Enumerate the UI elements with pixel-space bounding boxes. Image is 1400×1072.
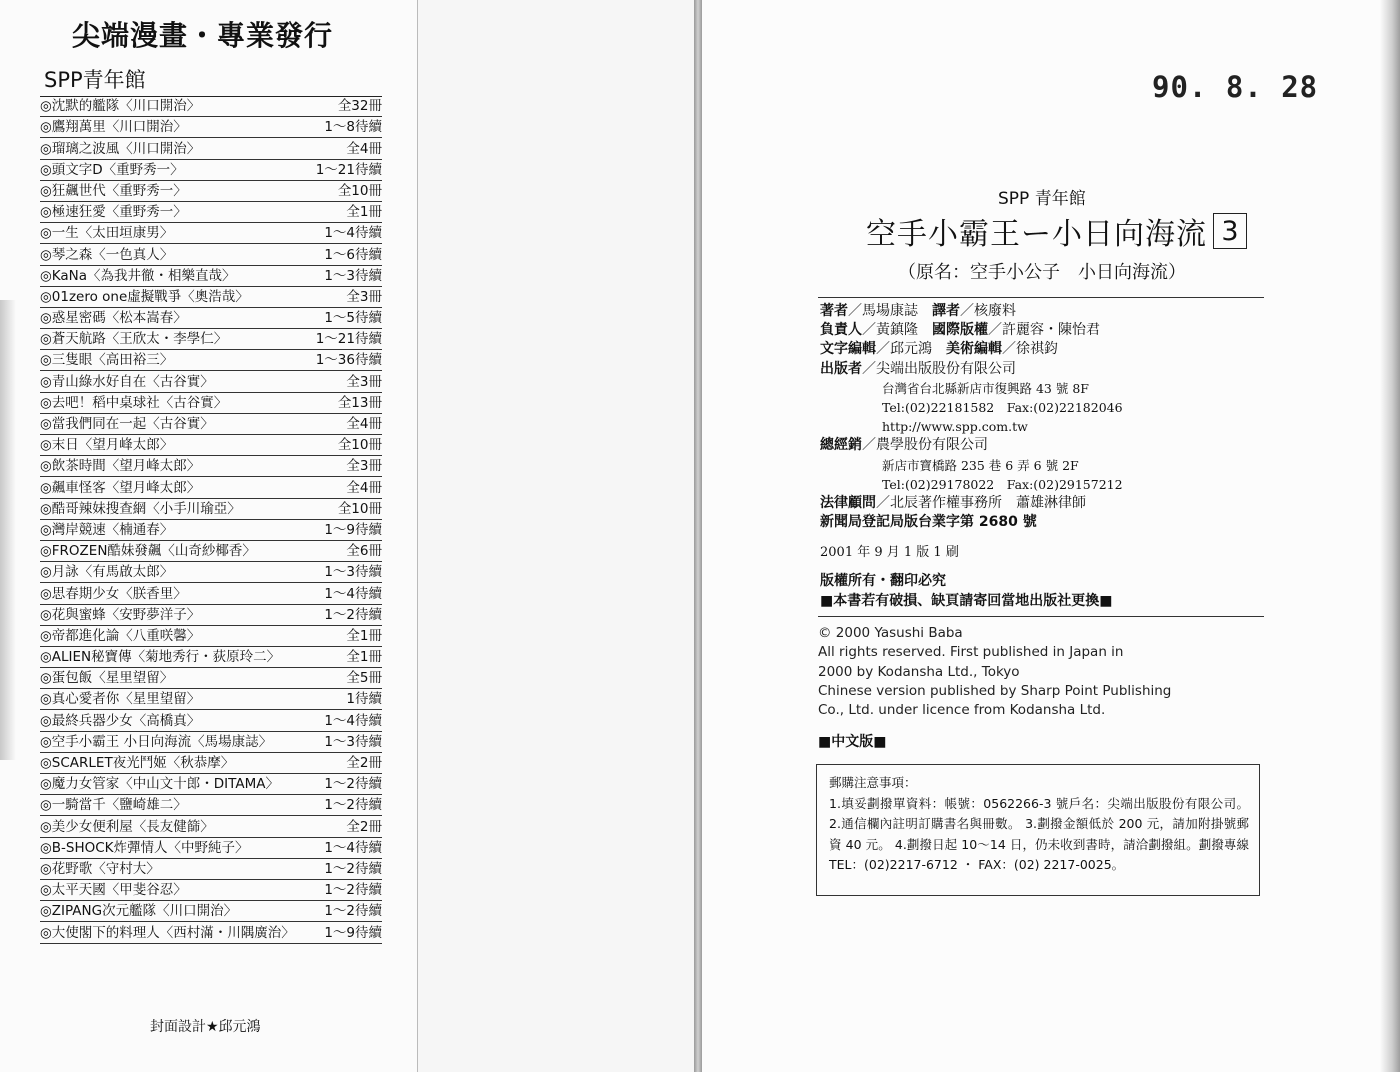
catalog-row (40, 795, 382, 816)
registration-row: 新聞局登記局版台業字第 2680 號 (820, 514, 1037, 531)
catalog-title: ◎美少女便利屋〈長友健篩〉 (40, 818, 214, 835)
credit-row: 文字編輯／邱元鴻 美術編輯／徐祺鈞 (820, 341, 1058, 358)
catalog-title: ◎惑星密碼〈松本嵩春〉 (40, 310, 187, 327)
left-page (0, 0, 418, 1072)
catalog-volumes: 1〜4待續 (324, 225, 382, 242)
catalog-volumes: 全4冊 (346, 140, 382, 157)
catalog-volumes: 全2冊 (346, 818, 382, 835)
catalog-row (40, 838, 382, 859)
catalog-title: ◎B-SHOCK炸彈情人〈中野純子〉 (40, 839, 249, 856)
mail-order-notice (816, 764, 1260, 896)
catalog-row (40, 223, 382, 244)
catalog-volumes: 1〜9待續 (324, 521, 382, 538)
catalog-row (40, 456, 382, 477)
cover-design-credit: 封面設計★邱元鴻 (150, 1019, 261, 1035)
catalog-volumes: 1〜3待續 (324, 564, 382, 581)
catalog-volumes: 全13冊 (337, 394, 382, 411)
catalog-title: ◎花與蜜蜂〈安野夢洋子〉 (40, 606, 201, 623)
divider (818, 616, 1264, 617)
catalog-title: ◎FROZEN酷妹發飆〈山奇紗椰香〉 (40, 543, 256, 560)
publisher-address: 台灣省台北縣新店市復興路 43 號 8F (882, 380, 1089, 396)
catalog-row (40, 160, 382, 181)
catalog-volumes: 1〜4待續 (324, 585, 382, 602)
catalog-row (40, 647, 382, 668)
catalog-volumes: 1〜2待續 (324, 606, 382, 623)
catalog-row (40, 859, 382, 880)
catalog-title: ◎KaNa〈為我井徹・相樂直哉〉 (40, 267, 236, 284)
catalog-row (40, 393, 382, 414)
catalog-volumes: 全3冊 (346, 458, 382, 475)
catalog-row (40, 626, 382, 647)
page-edge-shadow (0, 300, 16, 760)
catalog-title: ◎去吧！稻中桌球社〈古谷實〉 (40, 394, 228, 411)
catalog-row (40, 880, 382, 901)
catalog-volumes: 1〜2待續 (324, 776, 382, 793)
catalog-title: ◎花野歌〈守村大〉 (40, 860, 160, 877)
catalog-row (40, 287, 382, 308)
catalog-row (40, 520, 382, 541)
catalog-title: ◎蒼天航路〈王欣太・李學仁〉 (40, 331, 228, 348)
catalog-volumes: 1〜3待續 (324, 733, 382, 750)
series-label: SPP 青年館 (998, 189, 1086, 209)
catalog-volumes: 1〜5待續 (324, 310, 382, 327)
catalog-volumes: 1〜9待續 (324, 924, 382, 941)
original-name: （原名：空手小公子 小日向海流） (898, 262, 1186, 283)
catalog-volumes: 1〜4待續 (324, 712, 382, 729)
catalog-volumes: 全6冊 (346, 543, 382, 560)
rights-line: 版權所有・翻印必究 (820, 573, 946, 589)
catalog-row (40, 541, 382, 562)
catalog-row (40, 732, 382, 753)
catalog-title: ◎帝都進化論〈八重咲馨〉 (40, 627, 201, 644)
rights-notice (820, 571, 1112, 611)
catalog-title: ◎極速狂愛〈重野秀一〉 (40, 204, 187, 221)
catalog-volumes: 全1冊 (346, 627, 382, 644)
catalog-title: ◎瑠璃之波風〈川口開治〉 (40, 140, 201, 157)
catalog-row (40, 266, 382, 287)
catalog-title: ◎飆車怪客〈望月峰太郎〉 (40, 479, 201, 496)
catalog-volumes: 1〜2待續 (324, 860, 382, 877)
catalog-title: ◎ZIPANG次元艦隊〈川口開治〉 (40, 903, 238, 920)
catalog-title: ◎酷哥辣妹搜查網〈小手川瑜亞〉 (40, 500, 241, 517)
credits-block (820, 302, 1280, 532)
blank-page (418, 0, 696, 1072)
catalog-volumes: 全1冊 (346, 204, 382, 221)
catalog-row (40, 583, 382, 604)
volume-number-box: 3 (1213, 213, 1247, 249)
copyright-line: 2000 by Kodansha Ltd., Tokyo (818, 663, 1020, 680)
catalog-title: ◎01zero one虛擬戰爭〈奧浩哉〉 (40, 288, 249, 305)
copyright-line: Chinese version published by Sharp Point Publishing (818, 682, 1172, 699)
catalog-row (40, 668, 382, 689)
catalog-row (40, 414, 382, 435)
catalog-row (40, 774, 382, 795)
series-section-heading: SPP青年館 (44, 68, 146, 92)
catalog-title: ◎ALIEN秘寶傳〈菊地秀行・荻原玲二〉 (40, 649, 281, 666)
catalog-row (40, 308, 382, 329)
catalog-title: ◎頭文字D〈重野秀一〉 (40, 161, 184, 178)
catalog-volumes: 全1冊 (346, 649, 382, 666)
catalog-volumes: 全4冊 (346, 479, 382, 496)
copyright-block (818, 624, 1171, 720)
catalog-volumes: 1〜21待續 (315, 161, 382, 178)
catalog-title: ◎一生〈太田垣康男〉 (40, 225, 174, 242)
catalog-volumes: 全10冊 (337, 500, 382, 517)
publisher-phone: Tel:(02)22181582 Fax:(02)22182046 (882, 399, 1123, 415)
catalog-title: ◎灣岸競速〈楠通春〉 (40, 521, 174, 538)
catalog-volumes: 全5冊 (346, 670, 382, 687)
catalog-title: ◎最終兵器少女〈高橋真〉 (40, 712, 201, 729)
catalog-row (40, 753, 382, 774)
catalog-title: ◎真心愛者你〈星里望留〉 (40, 691, 201, 708)
catalog-title: ◎蛋包飯〈星里望留〉 (40, 670, 174, 687)
catalog-title: ◎狂飆世代〈重野秀一〉 (40, 182, 187, 199)
catalog-row (40, 329, 382, 350)
catalog-volumes: 全10冊 (337, 437, 382, 454)
catalog-volumes: 1〜4待續 (324, 839, 382, 856)
catalog-volumes: 全2冊 (346, 755, 382, 771)
catalog-row (40, 350, 382, 371)
catalog-title: ◎空手小霸王 小日向海流〈馬場康誌〉 (40, 733, 273, 750)
page-edge-shadow (1380, 0, 1400, 1072)
catalog-title: ◎思春期少女〈朕香里〉 (40, 585, 187, 602)
credit-row: 出版者／尖端出版股份有限公司 (820, 360, 1016, 377)
catalog-row (40, 117, 382, 138)
catalog-title: ◎三隻眼〈高田裕三〉 (40, 352, 174, 369)
print-date: 2001 年 9 月 1 版 1 刷 (820, 545, 959, 560)
catalog-title: ◎太平天國〈甲斐谷忍〉 (40, 882, 187, 899)
right-page (702, 0, 1400, 1072)
catalog-row (40, 922, 382, 943)
distributor-phone: Tel:(02)29178022 Fax:(02)29157212 (882, 476, 1123, 492)
catalog-title: ◎魔力女管家〈中山文十郎・DITAMA〉 (40, 776, 279, 793)
catalog-row (40, 477, 382, 498)
catalog-row (40, 435, 382, 456)
catalog-title: ◎大使閣下的料理人〈西村滿・川隅廣治〉 (40, 924, 295, 941)
catalog-row (40, 710, 382, 731)
rights-line: ■本書若有破損、缺頁請寄回當地出版社更換■ (820, 593, 1113, 609)
catalog-row (40, 499, 382, 520)
catalog-row (40, 181, 382, 202)
catalog-volumes: 全32冊 (337, 98, 382, 115)
date-stamp: 90. 8. 28 (1152, 70, 1319, 104)
catalog-title: ◎飲茶時間〈望月峰太郎〉 (40, 458, 201, 475)
catalog-row (40, 605, 382, 626)
book-title: 空手小霸王ー小日向海流 (866, 217, 1207, 252)
catalog-row (40, 244, 382, 265)
catalog-volumes: 1〜8待續 (324, 119, 382, 136)
catalog-row (40, 816, 382, 837)
catalog-title: ◎一騎當千〈鹽崎雄二〉 (40, 797, 187, 814)
catalog-volumes: 1〜2待續 (324, 797, 382, 814)
catalog-row (40, 689, 382, 710)
catalog-volumes: 1〜2待續 (324, 882, 382, 899)
edition-tag: ■中文版■ (818, 734, 887, 750)
publisher-website: http://www.spp.com.tw (882, 419, 1028, 435)
catalog-title: ◎鷹翔萬里〈川口開治〉 (40, 119, 187, 136)
catalog-title: ◎琴之森〈一色真人〉 (40, 246, 174, 263)
mail-notice-title: 郵購注意事項： (829, 775, 917, 790)
catalog-volumes: 1〜36待續 (315, 352, 382, 369)
distributor-row: 總經銷／農學股份有限公司 (820, 437, 988, 454)
book-title-row (866, 209, 1247, 253)
catalog-volumes: 1〜6待續 (324, 246, 382, 263)
catalog-row (40, 371, 382, 392)
catalog-row (40, 138, 382, 159)
copyright-line: © 2000 Yasushi Baba (818, 625, 963, 641)
copyright-line: All rights reserved. First published in Japan in (818, 644, 1124, 661)
catalog-volumes: 1〜2待續 (324, 903, 382, 920)
catalog-title: ◎SCARLET夜光鬥姬〈秋恭摩〉 (40, 755, 235, 771)
catalog-title: ◎青山綠水好自在〈古谷實〉 (40, 373, 214, 390)
catalog-volumes: 全4冊 (346, 416, 382, 432)
catalog-row (40, 901, 382, 922)
book-spine (694, 0, 702, 1072)
catalog-title: ◎沈默的艦隊〈川口開治〉 (40, 98, 201, 115)
copyright-line: Co., Ltd. under licence from Kodansha Ltd. (818, 702, 1106, 719)
catalog-title: ◎月詠〈有馬啟太郎〉 (40, 564, 174, 581)
catalog-title: ◎末日〈望月峰太郎〉 (40, 437, 174, 454)
catalog-volumes: 1〜3待續 (324, 267, 382, 284)
mail-notice-body: 1.填妥劃撥單資料：帳號：0562266-3 號戶名：尖端出版股份有限公司。 2.通信欄內註明訂購書名與冊數。 3.劃撥金額低於 200 元，請加附掛號郵資 40 元。 4.劃撥日起 10～14 日，仍未收到書時，請洽劃撥組。劃撥專線 TEL：(02)2217-6712 ・ FAX：(02) 2217-0025。 (829, 795, 1249, 872)
divider (818, 297, 1264, 298)
catalog-volumes: 全10冊 (337, 182, 382, 199)
catalog-volumes: 全3冊 (346, 288, 382, 305)
credit-row: 著者／馬場康誌 譯者／核廢料 (820, 303, 1016, 319)
catalog-row (40, 562, 382, 583)
catalog-row (40, 202, 382, 223)
catalog-row (40, 96, 382, 117)
credit-row: 負責人／黃鎮隆 國際版權／許麗容・陳怡君 (820, 322, 1100, 339)
catalog-volumes: 1〜21待續 (315, 331, 382, 348)
catalog-volumes: 1待續 (346, 691, 382, 708)
left-page-title: 尖端漫畫・專業發行 (72, 19, 334, 52)
distributor-address: 新店市寶橋路 235 巷 6 弄 6 號 2F (882, 457, 1079, 473)
legal-row: 法律顧問／北辰著作權事務所 蕭雄淋律師 (820, 494, 1086, 511)
catalog-title: ◎當我們同在一起〈古谷實〉 (40, 416, 214, 432)
catalog-list (40, 96, 382, 944)
catalog-volumes: 全3冊 (346, 373, 382, 390)
